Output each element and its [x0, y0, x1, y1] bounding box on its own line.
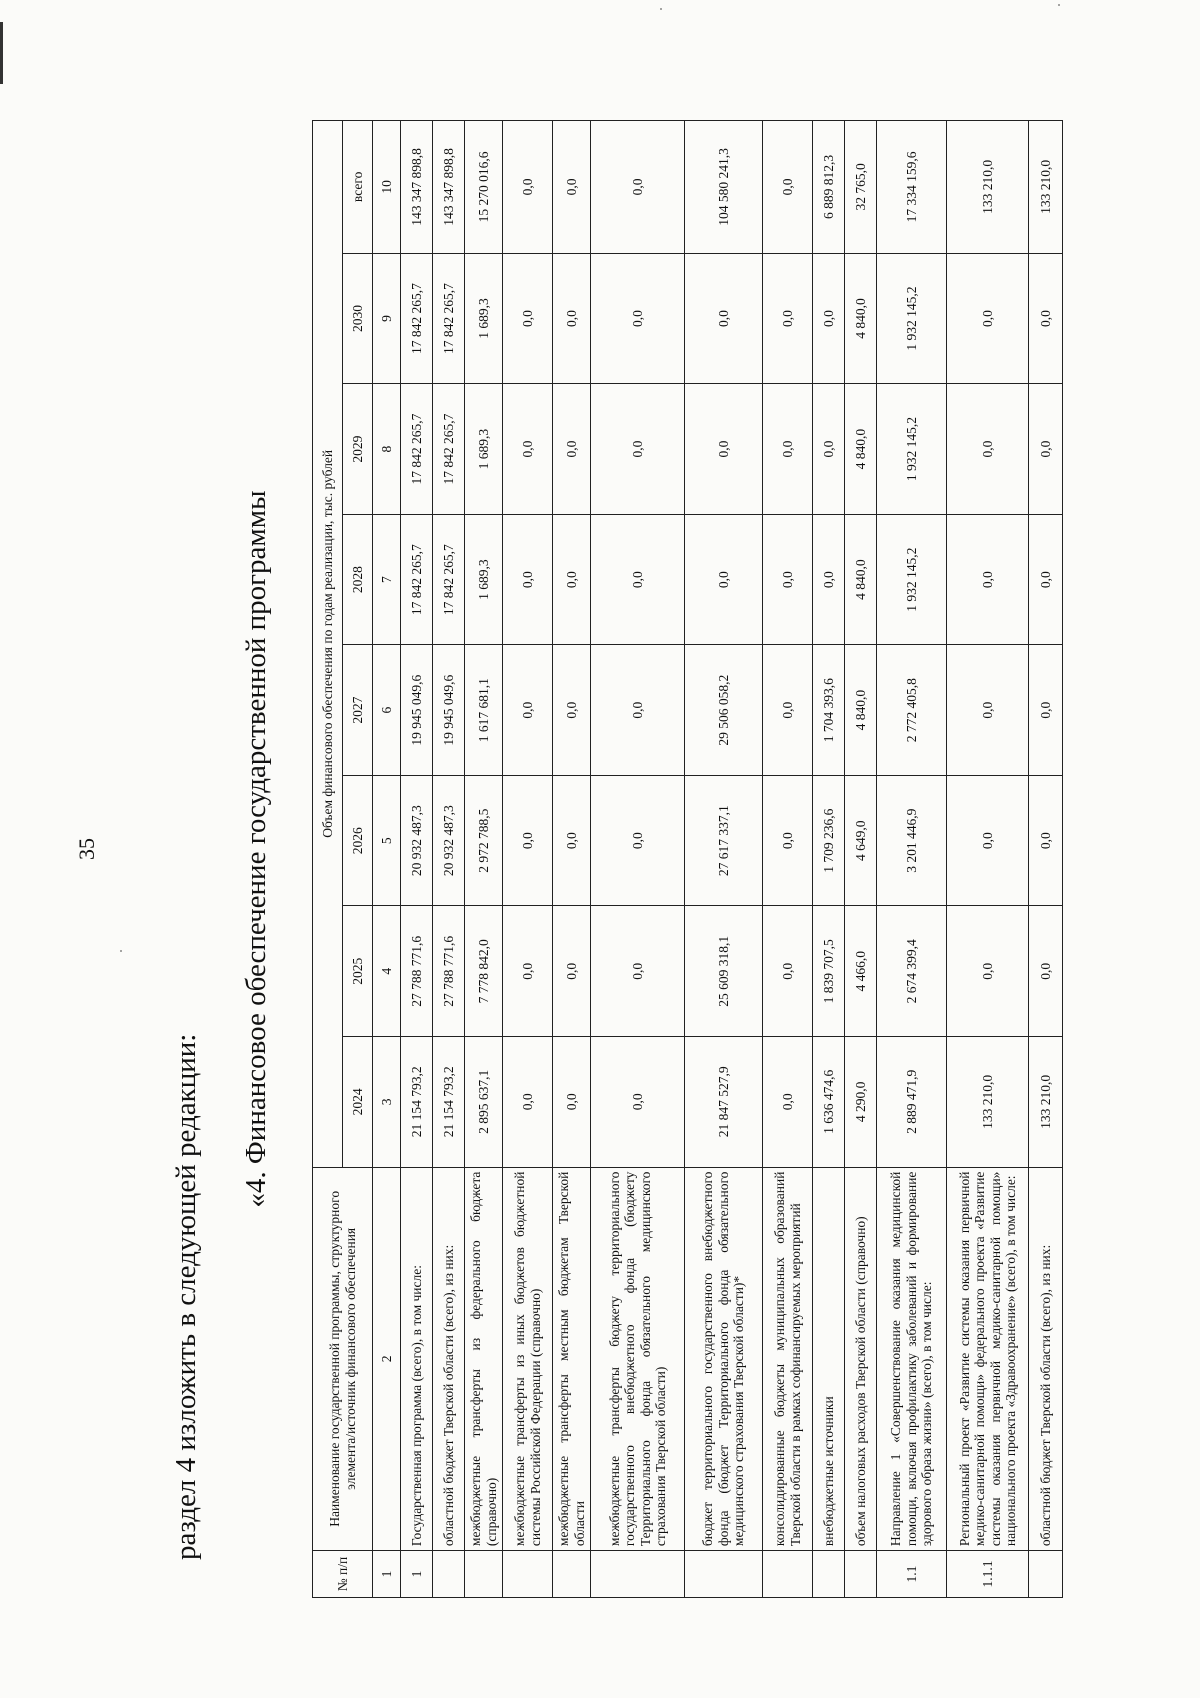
row-value: 0,0: [1029, 384, 1063, 515]
header-number: № п/п: [313, 1551, 373, 1598]
row-value: 133 210,0: [947, 121, 1029, 254]
row-value: 2 895 637,1: [465, 1037, 503, 1168]
row-number: [1029, 1551, 1063, 1598]
row-value: 143 347 898,8: [433, 121, 465, 254]
row-value: 4 466,0: [845, 906, 877, 1037]
row-value: 15 270 016,6: [465, 121, 503, 254]
row-value: 0,0: [947, 253, 1029, 384]
row-value: 17 842 265,7: [433, 384, 465, 515]
row-number: [433, 1551, 465, 1598]
table-row: [401, 121, 433, 1598]
row-value: 1 689,3: [465, 514, 503, 645]
header-year: 2024: [343, 1037, 373, 1168]
row-value: 3 201 446,9: [877, 775, 947, 906]
table-row: [433, 121, 465, 1598]
row-value: 0,0: [591, 121, 685, 254]
row-value: 17 842 265,7: [433, 253, 465, 384]
row-value: 27 788 771,6: [433, 906, 465, 1037]
row-value: 17 842 265,7: [433, 514, 465, 645]
row-value: 4 840,0: [845, 514, 877, 645]
row-value: 0,0: [591, 906, 685, 1037]
column-number: 6: [373, 645, 401, 776]
row-value: 1 709 236,6: [813, 775, 845, 906]
row-value: 4 840,0: [845, 384, 877, 515]
row-value: 0,0: [685, 384, 763, 515]
row-value: 0,0: [763, 514, 813, 645]
row-value: 0,0: [685, 514, 763, 645]
row-value: 17 334 159,6: [877, 121, 947, 254]
row-value: 1 932 145,2: [877, 253, 947, 384]
row-number: [845, 1551, 877, 1598]
row-name: областной бюджет Тверской области (всего), из них:: [1029, 1167, 1063, 1551]
column-number: 4: [373, 906, 401, 1037]
row-number: [503, 1551, 553, 1598]
column-number: 9: [373, 253, 401, 384]
row-value: 0,0: [591, 1037, 685, 1168]
row-number: 1.1.1: [947, 1551, 1029, 1598]
row-value: 0,0: [591, 384, 685, 515]
row-value: 0,0: [503, 384, 553, 515]
row-value: 0,0: [763, 775, 813, 906]
row-value: 0,0: [503, 514, 553, 645]
column-number: 10: [373, 121, 401, 254]
row-value: 0,0: [591, 775, 685, 906]
row-value: 0,0: [503, 906, 553, 1037]
row-value: 0,0: [947, 906, 1029, 1037]
table-row: [813, 121, 845, 1598]
header-year: 2030: [343, 253, 373, 384]
row-name: Региональный проект «Развитие системы оказания первичной медико-санитарной помощи» федерального проекта «Развитие системы оказания первичной медико-санитарной помощи» национального проекта «Здравоохранение» (всего), в том числе:: [947, 1167, 1029, 1551]
row-number: [591, 1551, 685, 1598]
row-value: 1 932 145,2: [877, 384, 947, 515]
row-value: 0,0: [947, 775, 1029, 906]
row-value: 25 609 318,1: [685, 906, 763, 1037]
row-value: 1 839 707,5: [813, 906, 845, 1037]
row-value: 1 689,3: [465, 384, 503, 515]
row-value: 20 932 487,3: [401, 775, 433, 906]
row-value: 0,0: [553, 121, 591, 254]
row-value: 133 210,0: [1029, 1037, 1063, 1168]
row-value: 1 704 393,6: [813, 645, 845, 776]
row-value: 0,0: [553, 1037, 591, 1168]
row-value: 4 649,0: [845, 775, 877, 906]
row-value: 0,0: [763, 906, 813, 1037]
row-value: 0,0: [1029, 514, 1063, 645]
row-value: 0,0: [553, 645, 591, 776]
row-name: консолидированные бюджеты муниципальных образований Тверской области в рамках софинансируемых мероприятий: [763, 1167, 813, 1551]
row-value: 4 290,0: [845, 1037, 877, 1168]
row-value: 0,0: [1029, 253, 1063, 384]
row-number: [553, 1551, 591, 1598]
row-name: межбюджетные трансферты бюджету территориального государственного внебюджетного фонда (бюджету Территориального фонда обязательного медицинского страхования Тверской области): [591, 1167, 685, 1551]
row-value: 2 674 399,4: [877, 906, 947, 1037]
row-value: 7 778 842,0: [465, 906, 503, 1037]
row-value: 27 617 337,1: [685, 775, 763, 906]
table-row: [553, 121, 591, 1598]
section-title: «4. Финансовое обеспечение государственной программы: [240, 490, 272, 1208]
row-name: внебюджетные источники: [813, 1167, 845, 1551]
row-value: 0,0: [591, 253, 685, 384]
row-value: 0,0: [553, 253, 591, 384]
table-row: [465, 121, 503, 1598]
header-year: всего: [343, 121, 373, 254]
row-value: 21 154 793,2: [433, 1037, 465, 1168]
table-row: [763, 121, 813, 1598]
row-value: 0,0: [553, 906, 591, 1037]
row-name: Государственная программа (всего), в том числе:: [401, 1167, 433, 1551]
row-value: 29 506 058,2: [685, 645, 763, 776]
row-value: 0,0: [1029, 775, 1063, 906]
intro-text: раздел 4 изложить в следующей редакции:: [170, 1033, 202, 1560]
row-value: 0,0: [503, 645, 553, 776]
row-value: 0,0: [763, 1037, 813, 1168]
row-number: [813, 1551, 845, 1598]
table-row: [947, 121, 1029, 1598]
row-number: [465, 1551, 503, 1598]
row-value: 32 765,0: [845, 121, 877, 254]
row-value: 0,0: [591, 514, 685, 645]
financing-table: [312, 120, 1063, 1598]
table-row: [503, 121, 553, 1598]
column-number: 8: [373, 384, 401, 515]
row-value: 1 617 681,1: [465, 645, 503, 776]
table-row: [591, 121, 685, 1598]
row-value: 4 840,0: [845, 645, 877, 776]
column-number: 1: [373, 1551, 401, 1598]
table-row: [685, 121, 763, 1598]
row-value: 0,0: [763, 253, 813, 384]
row-name: бюджет территориального государственного внебюджетного фонда (бюджет Территориального фонда обязательного медицинского страхования Тверской области)*: [685, 1167, 763, 1551]
row-value: 0,0: [1029, 906, 1063, 1037]
row-value: 0,0: [503, 121, 553, 254]
row-number: 1.1: [877, 1551, 947, 1598]
row-value: 1 932 145,2: [877, 514, 947, 645]
row-value: 0,0: [591, 645, 685, 776]
row-value: 21 154 793,2: [401, 1037, 433, 1168]
row-value: 0,0: [553, 775, 591, 906]
row-value: 0,0: [947, 514, 1029, 645]
table-row: [877, 121, 947, 1598]
header-name: Наименование государственной программы, структурного элемента/источник финансового обеспечения: [313, 1167, 373, 1551]
row-value: 4 840,0: [845, 253, 877, 384]
row-value: 2 972 788,5: [465, 775, 503, 906]
row-value: 0,0: [947, 645, 1029, 776]
row-value: 0,0: [763, 384, 813, 515]
row-name: областной бюджет Тверской области (всего), из них:: [433, 1167, 465, 1551]
header-year: 2029: [343, 384, 373, 515]
row-value: 0,0: [503, 1037, 553, 1168]
row-value: 0,0: [813, 253, 845, 384]
row-value: 1 636 474,6: [813, 1037, 845, 1168]
row-value: 17 842 265,7: [401, 384, 433, 515]
row-value: 0,0: [553, 384, 591, 515]
row-number: [685, 1551, 763, 1598]
row-value: 0,0: [553, 514, 591, 645]
row-value: 21 847 527,9: [685, 1037, 763, 1168]
row-name: межбюджетные трансферты из иных бюджетов бюджетной системы Российской Федерации (справочно): [503, 1167, 553, 1551]
row-value: 17 842 265,7: [401, 514, 433, 645]
table-row: [845, 121, 877, 1598]
row-value: 0,0: [813, 514, 845, 645]
header-year: 2028: [343, 514, 373, 645]
row-value: 20 932 487,3: [433, 775, 465, 906]
row-number: 1: [401, 1551, 433, 1598]
table-row: [1029, 121, 1063, 1598]
row-value: 0,0: [763, 121, 813, 254]
row-value: 19 945 049,6: [433, 645, 465, 776]
row-name: объем налоговых расходов Тверской области (справочно): [845, 1167, 877, 1551]
row-value: 0,0: [503, 775, 553, 906]
row-value: 6 889 812,3: [813, 121, 845, 254]
column-number: 7: [373, 514, 401, 645]
row-value: 143 347 898,8: [401, 121, 433, 254]
header-year: 2027: [343, 645, 373, 776]
row-value: 1 689,3: [465, 253, 503, 384]
row-value: 104 580 241,3: [685, 121, 763, 254]
row-value: 0,0: [763, 645, 813, 776]
row-value: 17 842 265,7: [401, 253, 433, 384]
row-value: 19 945 049,6: [401, 645, 433, 776]
row-value: 27 788 771,6: [401, 906, 433, 1037]
row-value: 133 210,0: [947, 1037, 1029, 1168]
column-number: 2: [373, 1167, 401, 1551]
column-number: 5: [373, 775, 401, 906]
header-year: 2025: [343, 906, 373, 1037]
header-year: 2026: [343, 775, 373, 906]
row-name: межбюджетные трансферты местным бюджетам Тверской области: [553, 1167, 591, 1551]
row-value: 0,0: [947, 384, 1029, 515]
row-value: 133 210,0: [1029, 121, 1063, 254]
row-number: [763, 1551, 813, 1598]
row-value: 2 772 405,8: [877, 645, 947, 776]
row-value: 0,0: [685, 253, 763, 384]
column-number: 3: [373, 1037, 401, 1168]
row-name: Направление 1 «Совершенствование оказания медицинской помощи, включая профилактику заболеваний и формирование здорового образа жизни» (всего), в том числе:: [877, 1167, 947, 1551]
row-value: 0,0: [1029, 645, 1063, 776]
row-value: 0,0: [813, 384, 845, 515]
header-funding-group: Объем финансового обеспечения по годам реализации, тыс. рублей: [313, 121, 343, 1168]
row-value: 0,0: [503, 253, 553, 384]
row-value: 2 889 471,9: [877, 1037, 947, 1168]
row-name: межбюджетные трансферты из федерального бюджета (справочно): [465, 1167, 503, 1551]
page-number: 35: [74, 838, 99, 860]
